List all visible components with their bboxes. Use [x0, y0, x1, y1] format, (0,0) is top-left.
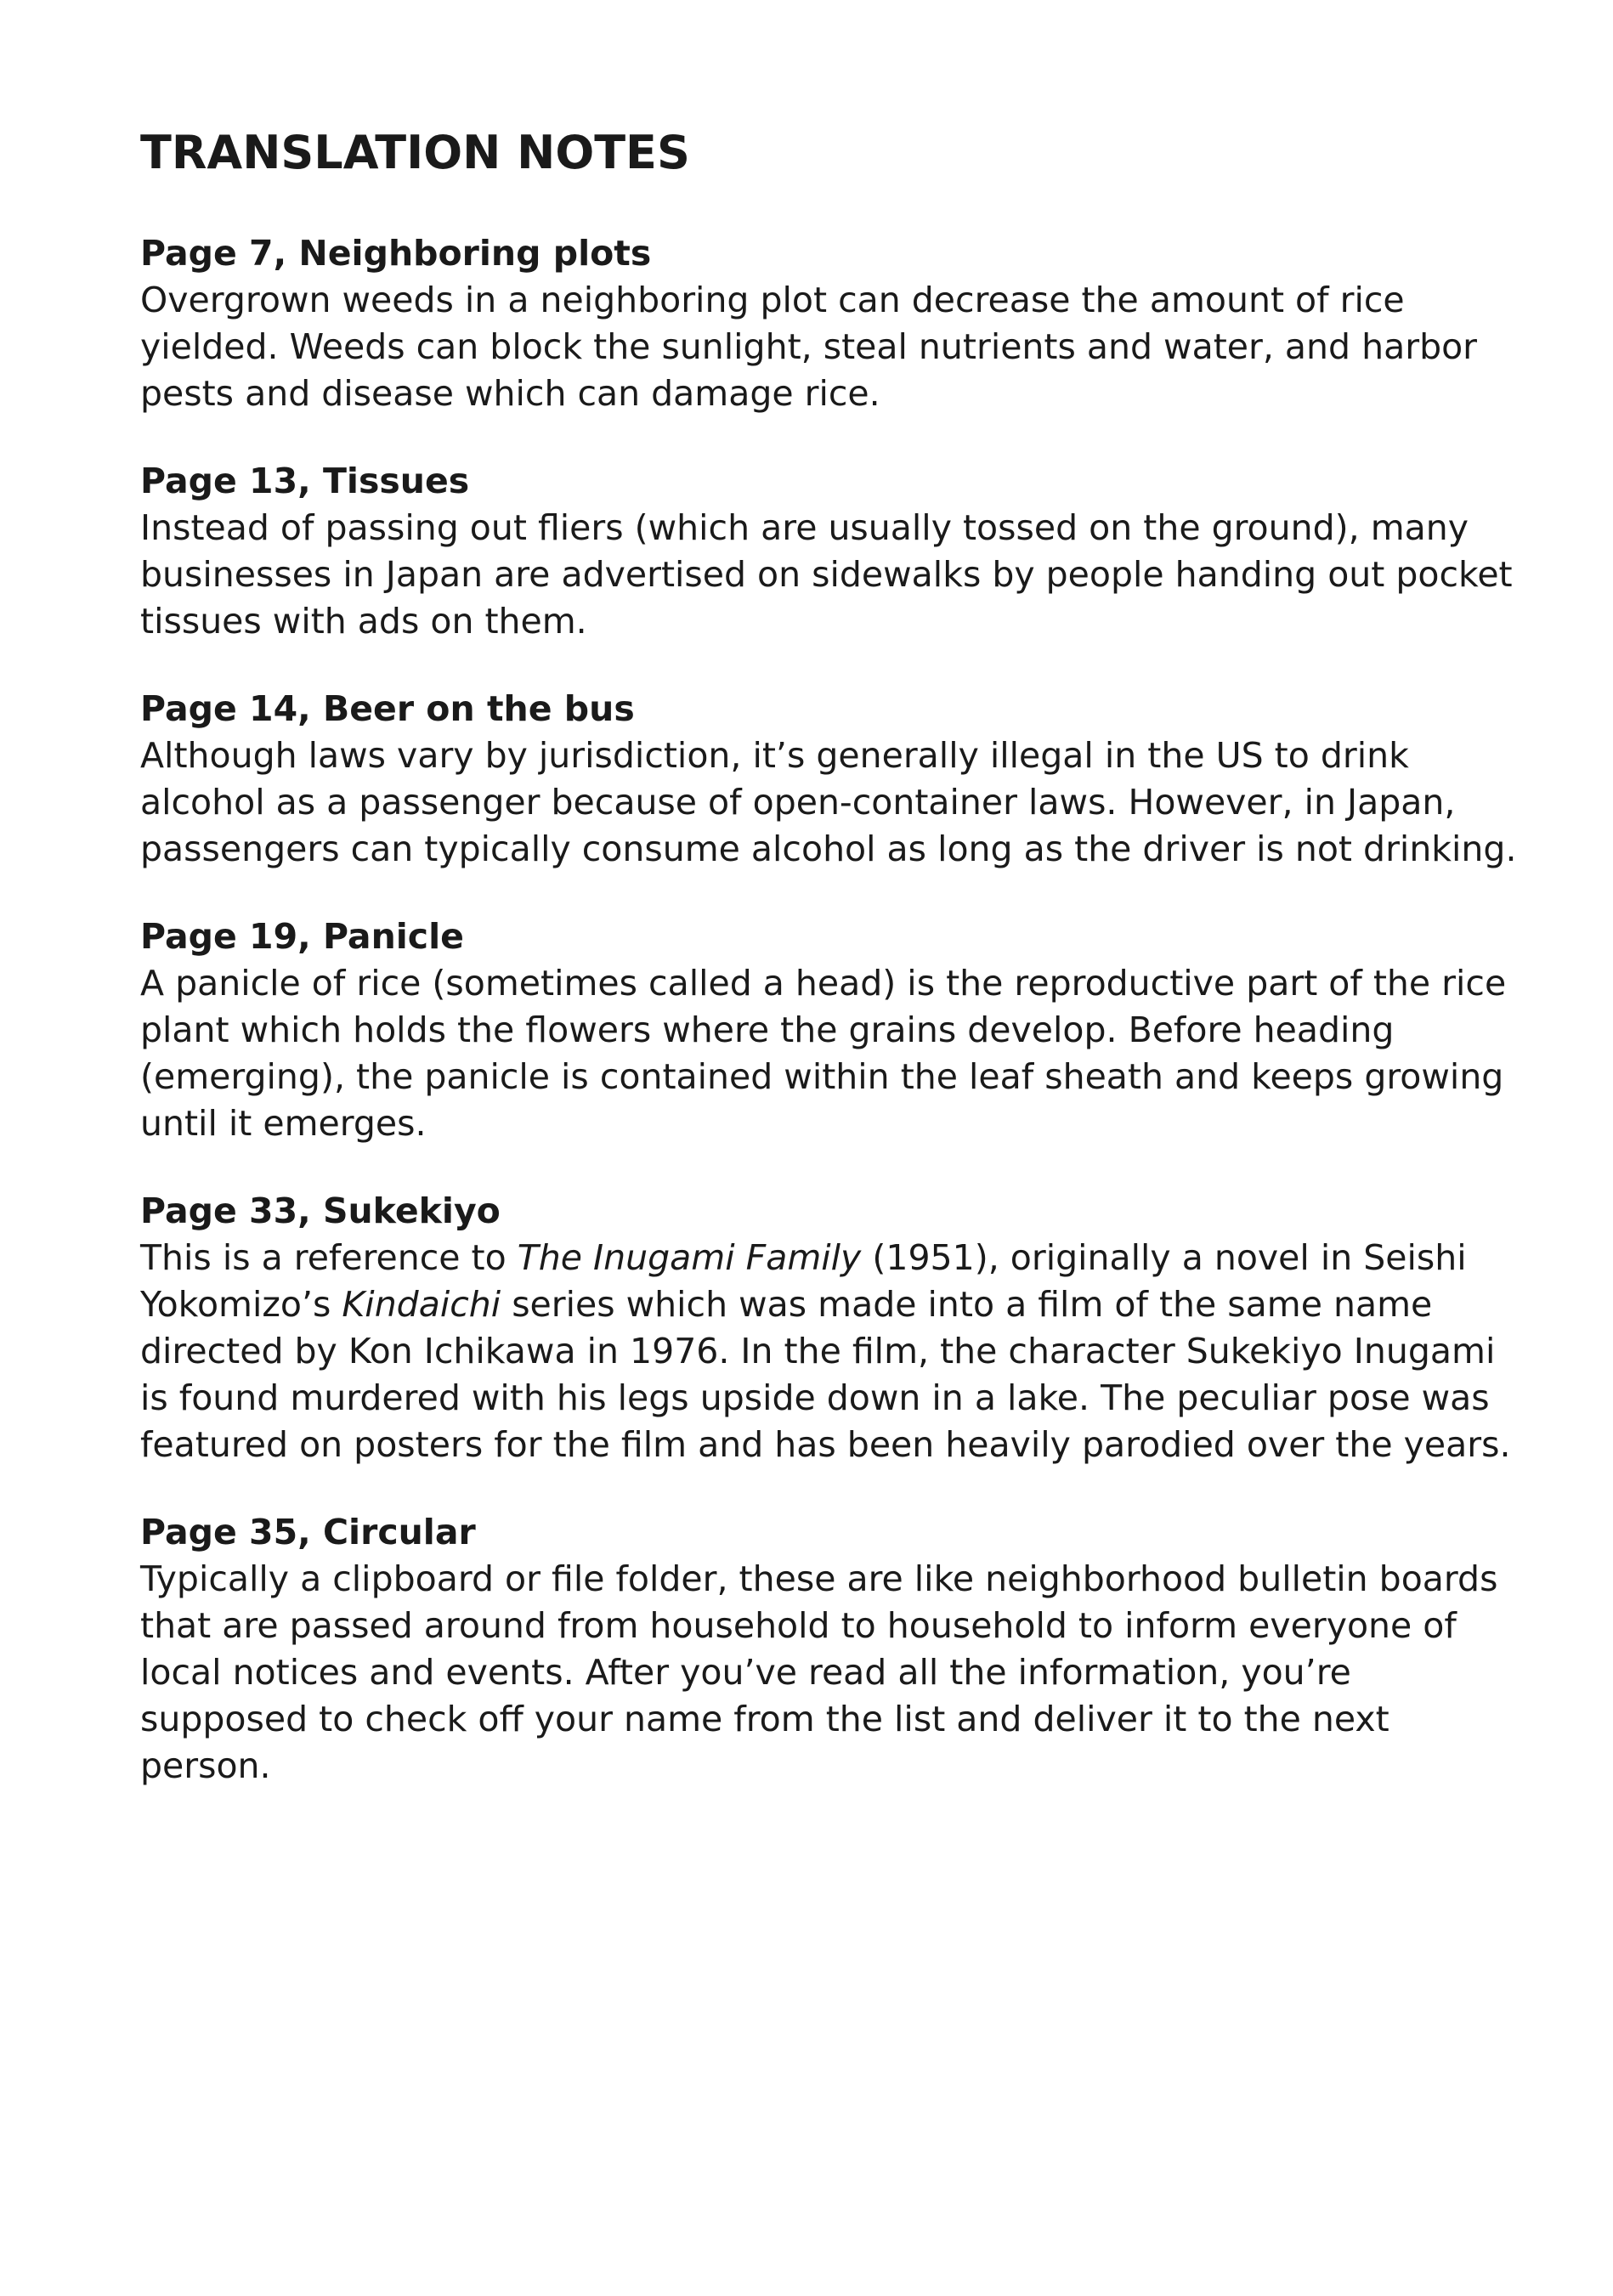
note-body: Typically a clipboard or file folder, these are like neighborhood bulletin boards that are passed around from household to household to inform everyone of local notices and events. After you’ve read all the information, you’re supposed to check off your name from the list and deliver it to the next person. [140, 1558, 1498, 1787]
note-body: A panicle of rice (sometimes called a head) is the reproductive part of the rice plant which holds the flowers where the grains develop. Before heading (emerging), the panicle is contained within the leaf sheath and keeps growing until it emerges. [140, 963, 1507, 1145]
note-heading: Page 33, Sukekiyo [140, 1190, 501, 1232]
page-title: TRANSLATION NOTES [140, 126, 690, 179]
note-heading: Page 35, Circular [140, 1512, 476, 1553]
note-heading: Page 14, Beer on the bus [140, 688, 635, 730]
note-sukekiyo [140, 1188, 1517, 1468]
note-heading: Page 7, Neighboring plots [140, 233, 652, 274]
title-reference-italic: The Inugami Family [517, 1237, 862, 1279]
note-text: This is a reference to [140, 1237, 518, 1279]
series-reference-italic: Kindaichi [342, 1284, 501, 1326]
note-heading: Page 19, Panicle [140, 916, 464, 958]
note-beer-on-the-bus [140, 686, 1517, 873]
note-body: Instead of passing out fliers (which are usually tossed on the ground), many businesses in Japan are advertised on sidewalks by people handing out pocket tissues with ads on them. [140, 507, 1513, 642]
note-body: Overgrown weeds in a neighboring plot can decrease the amount of rice yielded. Weeds can block the sunlight, steal nutrients and water, and harbor pests and disease which can damage rice. [140, 280, 1478, 415]
note-panicle [140, 913, 1517, 1147]
document-page [140, 127, 1517, 1830]
note-circular [140, 1509, 1517, 1790]
note-text: (1951), originally a novel in Seishi Yokomizo’s [140, 1237, 1467, 1326]
note-tissues [140, 458, 1517, 645]
note-body: Although laws vary by jurisdiction, it’s generally illegal in the US to drink alcohol as a passenger because of open-container laws. However, in Japan, passengers can typically consume alcohol as long as the driver is not drinking. [140, 735, 1517, 870]
note-heading: Page 13, Tissues [140, 461, 470, 502]
note-neighboring-plots [140, 230, 1517, 417]
note-text: series which was made into a film of the same name directed by Kon Ichikawa in 1976. In the film, the character Sukekiyo Inugami is found murdered with his legs upside down in a lake. The peculiar pose was featured on posters for the film and has been heavily parodied over the years. [140, 1284, 1511, 1466]
note-body [140, 1235, 1517, 1468]
